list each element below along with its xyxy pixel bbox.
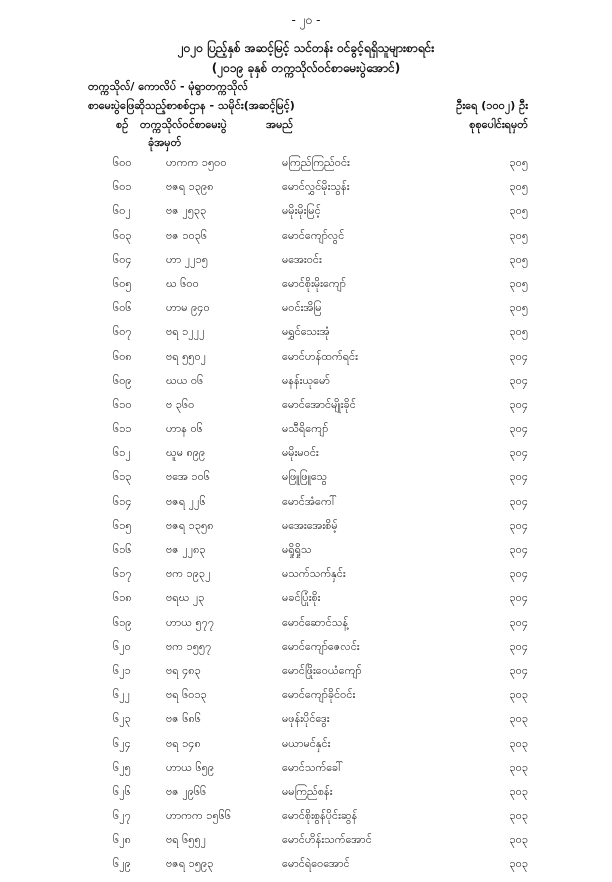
table-row — [0, 616, 612, 640]
roll-number: ဗက ၁၉၃၂ — [166, 567, 211, 581]
student-name: မောင်ကျော်လွင် — [282, 228, 345, 242]
document-subtitle: (၂၀၁၉ ခုနှစ် တက္ကသိုလ်ဝင်စာမေးပွဲအောင်) — [211, 61, 401, 75]
student-name: မကြည်ကြည်ဝင်း — [282, 156, 350, 169]
student-name: မယာမင်နှင်း — [282, 736, 331, 750]
total-marks: ၃၀၃ — [509, 784, 528, 798]
total-marks: ၃၀၅ — [509, 156, 528, 169]
student-name: မသီရိကျော် — [282, 422, 329, 436]
total-marks: ၃၀၃ — [509, 857, 528, 871]
roll-number: ဟာကက ၁၅၆၆ — [166, 809, 232, 823]
roll-number: ဟကက ၁၅၀၀ — [166, 156, 227, 169]
results-table — [0, 156, 612, 882]
row-number: ၆၀၈ — [113, 349, 132, 363]
roll-number: ဟာ ၂၂၁၅ — [166, 252, 208, 266]
table-row — [0, 180, 612, 204]
row-number: ၆၀၃ — [113, 228, 132, 242]
roll-number: ဗဇရ ၁၅၉၃ — [166, 857, 214, 871]
header-no: စဉ် — [116, 118, 129, 131]
row-number: ၆၂၉ — [113, 857, 131, 871]
table-row — [0, 277, 612, 301]
row-number: ၆၂၃ — [113, 712, 131, 726]
roll-number: ဗဇရ ၂၂၆ — [166, 494, 206, 508]
roll-number: ဗအေ ၁၀၆ — [166, 470, 210, 484]
table-row — [0, 640, 612, 664]
total-marks: ၃၀၅ — [509, 325, 528, 339]
row-number: ၆၂၅ — [113, 760, 131, 774]
roll-number: ဗရ ၁၄၈ — [166, 736, 201, 750]
total-marks: ၃၀၄ — [509, 494, 528, 508]
total-marks: ၃၀၄ — [509, 518, 528, 532]
row-number: ၆၂၇ — [113, 809, 131, 823]
total-marks: ၃၀၅ — [509, 252, 528, 266]
exam-center-line: စာမေးပွဲဖြေဆိုသည့်စာစစ်ဌာန - သမိုင်း(အဆင့်မြင့်) — [88, 99, 295, 112]
roll-number: ဗရ ၆၅၅၂ — [166, 833, 207, 847]
row-number: ၆၂၆ — [113, 784, 131, 798]
page-number: - ၂၀ - — [291, 13, 321, 27]
row-number: ၆၀၀ — [113, 156, 132, 169]
student-name: မောင်ဟိန်းသက်အောင် — [282, 833, 372, 847]
table-row — [0, 398, 612, 422]
student-name: မောင်သက်ခေါ် — [282, 760, 343, 774]
student-name: မရှိုရှိုသ — [282, 543, 312, 556]
row-number: ၆၂၁ — [113, 663, 131, 677]
table-row — [0, 737, 612, 761]
roll-number: ဗဇ ၂၂၈၃ — [166, 543, 206, 556]
total-marks: ၃၀၅ — [509, 228, 528, 242]
student-name: မောင်အောင်မျိုးခိုင် — [282, 397, 356, 411]
student-name: မအေးအေးစိမ့် — [282, 518, 338, 532]
total-marks: ၃၀၅ — [509, 301, 528, 315]
roll-number: ဟာယ ၅၇၇ — [166, 615, 215, 629]
header-marks: စုစုပေါင်းရမှတ် — [469, 118, 528, 131]
student-name: မသက်သက်နှင်း — [282, 567, 346, 581]
total-marks: ၃၀၄ — [509, 663, 528, 677]
roll-number: ဗရ ၁၂၂၂ — [166, 325, 205, 339]
roll-number: ဟာယ ၆၅၉ — [166, 760, 215, 774]
table-row — [0, 833, 612, 857]
student-name: မောင်ဆောင်သန့် — [282, 615, 349, 629]
student-name: မောင်လွှင်မိုးသွန်း — [282, 180, 350, 194]
student-name: မဖြူဖြူသွေ — [282, 470, 328, 484]
total-marks: ၃၀၅ — [509, 204, 528, 218]
student-name: မောင်အံကေါ် — [282, 494, 337, 508]
row-number: ၆၀၄ — [113, 252, 132, 266]
total-marks: ၃၀၄ — [509, 567, 528, 581]
row-number: ၆၀၇ — [113, 325, 132, 339]
table-row — [0, 470, 612, 494]
student-name: မောင်ကျော်ဇေလင်း — [282, 639, 360, 653]
total-marks: ၃၀၄ — [509, 422, 528, 436]
table-row — [0, 688, 612, 712]
total-marks: ၃၀၄ — [509, 470, 528, 484]
header-roll: တက္ကသိုလ်ဝင်စာမေးပွဲ — [140, 118, 227, 131]
roll-number: ဗဇ ၆၈၆ — [166, 712, 201, 726]
row-number: ၆၁၇ — [113, 567, 132, 581]
row-number: ၆၂၄ — [113, 736, 131, 750]
student-name: မဝင်းအိမြ — [282, 301, 322, 315]
student-name: မောင်ဟန်ထက်ရင်း — [282, 349, 358, 363]
total-marks: ၃၀၅ — [509, 180, 528, 194]
table-row — [0, 229, 612, 253]
total-marks: ၃၀၃ — [509, 833, 528, 847]
header-name: အမည် — [266, 118, 294, 131]
row-number: ၆၁၆ — [113, 543, 132, 556]
table-row — [0, 857, 612, 881]
row-number: ၆၁၁ — [113, 422, 132, 436]
roll-number: ဃယ ၀၆ — [166, 373, 204, 387]
table-row — [0, 156, 612, 180]
student-name: မဖုန်းပိုင်ဒွေး — [282, 712, 330, 726]
table-row — [0, 301, 612, 325]
total-marks: ၃၀၃ — [509, 712, 528, 726]
student-name: မောင်စိုးစွန်ပိုင်းဆွန် — [282, 809, 358, 823]
total-marks: ၃၀၃ — [509, 809, 528, 823]
student-name: မောင်ဖြိုးဝေယံကျော် — [282, 663, 362, 677]
document-title: ၂၀၂၀ ပြည့်နှစ် အဆင့်မြင့် သင်တန်း ဝင်ခွင့်ရရှိသူများစာရင်း — [177, 41, 435, 55]
table-row — [0, 519, 612, 543]
student-name: မောင်ရဲဝေအောင် — [282, 857, 350, 871]
roll-number: ဗဇ ၂၅၃၃ — [166, 204, 207, 218]
table-row — [0, 253, 612, 277]
roll-number: ဟာမ ၉၄၀ — [166, 301, 210, 315]
table-row — [0, 543, 612, 567]
total-marks: ၃၀၄ — [509, 397, 528, 411]
student-name: မခင်ပြုံးစိုး — [282, 591, 321, 605]
student-name: မမကြည်စန်း — [282, 784, 333, 798]
roll-number: ဗ ၃၆၀ — [166, 397, 195, 411]
total-marks: ၃၀၅ — [509, 276, 528, 290]
row-number: ၆၁၂ — [113, 446, 131, 460]
row-number: ၆၂၀ — [113, 639, 131, 653]
table-row — [0, 567, 612, 591]
roll-number: ဗရဃ ၂၃ — [166, 591, 205, 605]
row-number: ၆၁၈ — [113, 591, 132, 605]
row-number: ၆၁၄ — [113, 494, 132, 508]
student-name: မမိုးမဝင်း — [282, 446, 319, 460]
table-row — [0, 809, 612, 833]
roll-number: ဗရ ၅၅၀၂ — [166, 349, 207, 363]
row-number: ၆၂၂ — [113, 688, 130, 702]
roll-number: ဗရ ၆၀၁၃ — [166, 688, 207, 702]
row-number: ၆၀၆ — [113, 301, 132, 315]
table-row — [0, 712, 612, 736]
student-name: မောင်ကျော်ခိုင်ဝင်း — [282, 688, 356, 702]
roll-number: ဗဇ ၂၉၆၆ — [166, 784, 207, 798]
table-row — [0, 325, 612, 349]
table-row — [0, 664, 612, 688]
total-marks: ၃၀၃ — [509, 736, 528, 750]
row-number: ၆၀၅ — [113, 276, 132, 290]
student-name: မအေးဝင်း — [282, 252, 322, 266]
total-marks: ၃၀၃ — [509, 688, 528, 702]
table-row — [0, 785, 612, 809]
roll-number: ဗရ ၄၈၃ — [166, 663, 201, 677]
table-row — [0, 374, 612, 398]
total-marks: ၃၀၄ — [509, 615, 528, 629]
table-row — [0, 591, 612, 615]
total-marks: ၃၀၄ — [509, 543, 528, 556]
roll-number: ဗဇရ ၁၃၅၈ — [166, 518, 214, 532]
roll-number: ဟာန ၀၆ — [166, 422, 203, 436]
table-row — [0, 350, 612, 374]
total-count: ဦးရေ (၁၀၀၂) ဦး — [456, 99, 528, 112]
row-number: ၆၁၅ — [113, 518, 132, 532]
roll-number: ဗဇ ၁၀၃၆ — [166, 228, 208, 242]
header-roll-sub: ခုံအမှတ် — [148, 136, 182, 149]
row-number: ၆၀၂ — [113, 204, 131, 218]
row-number: ၆၁၉ — [113, 615, 132, 629]
university-line: တက္ကသိုလ်/ ကောလိပ် - မုံရွာတက္ကသိုလ် — [88, 80, 248, 93]
total-marks: ၃၀၄ — [509, 446, 528, 460]
total-marks: ၃၀၄ — [509, 639, 528, 653]
total-marks: ၃၀၄ — [509, 373, 528, 387]
roll-number: ဃူမ ၈၉၉ — [166, 446, 206, 460]
table-row — [0, 422, 612, 446]
row-number: ၆၀၁ — [113, 180, 132, 194]
total-marks: ၃၀၄ — [509, 591, 528, 605]
student-name: မရွှင်သေးအုံ — [282, 325, 330, 339]
table-row — [0, 446, 612, 470]
row-number: ၆၁၀ — [113, 397, 132, 411]
roll-number: ဗဇရ ၁၃၉၈ — [166, 180, 214, 194]
student-name: မောင်စိုးမိုးကျော် — [282, 276, 346, 290]
table-row — [0, 761, 612, 785]
row-number: ၆၀၉ — [113, 373, 132, 387]
row-number: ၆၁၃ — [113, 470, 132, 484]
table-row — [0, 495, 612, 519]
total-marks: ၃၀၃ — [509, 760, 528, 774]
student-name: မနန်းယုမော် — [282, 373, 330, 387]
roll-number: ဗက ၁၅၅၇ — [166, 639, 212, 653]
student-name: မမိုးမိုးမြင့် — [282, 204, 321, 218]
roll-number: ဃ ၆၀၀ — [166, 276, 199, 290]
total-marks: ၃၀၄ — [509, 349, 528, 363]
table-row — [0, 204, 612, 228]
row-number: ၆၂၈ — [113, 833, 131, 847]
